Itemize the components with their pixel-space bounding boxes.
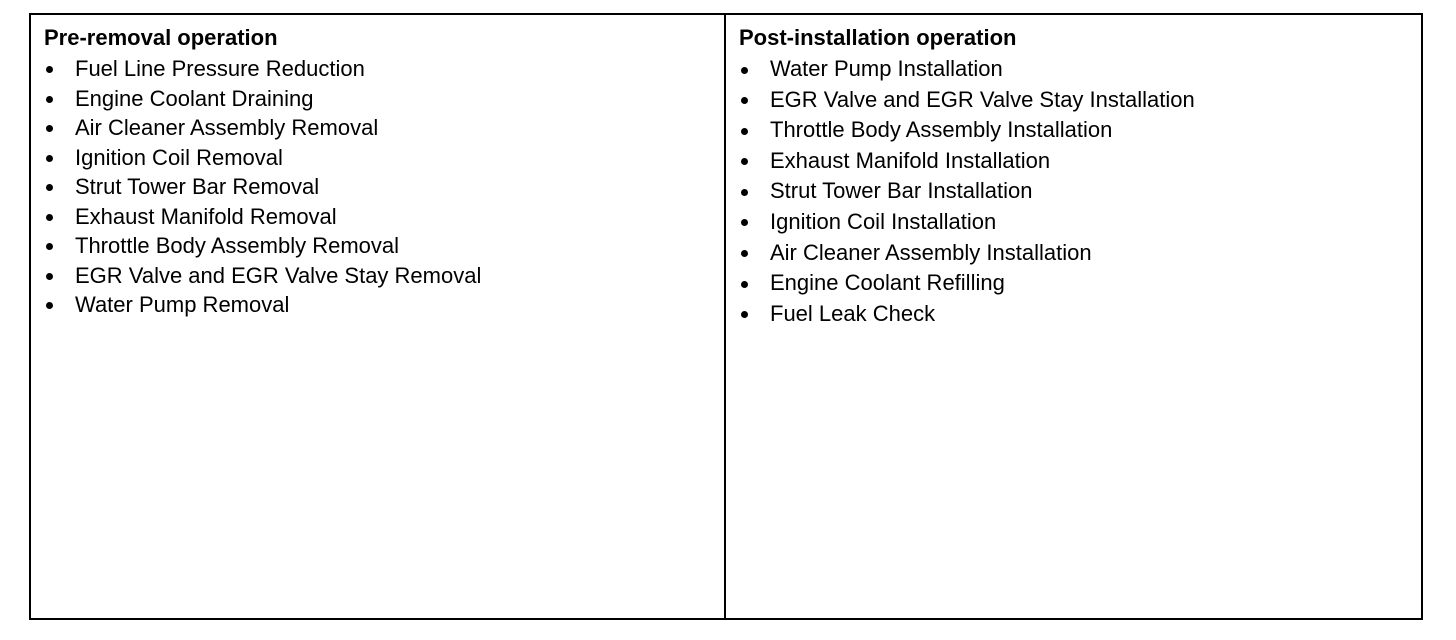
list-item-label: Throttle Body Assembly Installation: [770, 117, 1113, 143]
list-item-label: Fuel Leak Check: [770, 300, 936, 326]
list-item: [44, 143, 712, 173]
pre-removal-title: Pre-removal operation: [44, 25, 278, 50]
post-installation-column: [726, 15, 1421, 618]
list-item: [739, 54, 1409, 85]
list-item: [44, 231, 712, 261]
bullet-icon: [741, 250, 748, 257]
list-item-label: Air Cleaner Assembly Installation: [770, 239, 1092, 265]
list-item-label: Fuel Line Pressure Reduction: [75, 56, 365, 81]
bullet-icon: [46, 155, 53, 162]
list-item-label: Exhaust Manifold Removal: [75, 203, 337, 229]
list-item: [739, 299, 1409, 330]
list-item-label: Engine Coolant Draining: [75, 85, 314, 111]
list-item: [44, 54, 712, 84]
list-item: [44, 261, 712, 291]
list-item-label: EGR Valve and EGR Valve Stay Installation: [770, 86, 1195, 112]
list-item: [44, 202, 712, 232]
bullet-icon: [46, 66, 53, 73]
list-item: [739, 238, 1409, 269]
pre-removal-column: [31, 15, 726, 618]
list-item-label: Air Cleaner Assembly Removal: [75, 115, 379, 140]
bullet-icon: [741, 158, 748, 165]
list-item: [44, 172, 712, 202]
list-item-label: Water Pump Installation: [770, 56, 1003, 81]
bullet-icon: [741, 281, 748, 288]
bullet-icon: [46, 125, 53, 132]
list-item: [44, 84, 712, 114]
list-item: [739, 176, 1409, 207]
list-item: [739, 268, 1409, 299]
bullet-icon: [46, 96, 53, 103]
bullet-icon: [741, 97, 748, 104]
pre-removal-list: [44, 54, 712, 320]
list-item: [739, 85, 1409, 116]
bullet-icon: [46, 214, 53, 221]
list-item-label: Ignition Coil Installation: [770, 208, 997, 234]
bullet-icon: [741, 67, 748, 74]
list-item: [44, 290, 712, 320]
list-item-label: Strut Tower Bar Installation: [770, 178, 1033, 204]
list-item: [739, 115, 1409, 146]
list-item-label: Throttle Body Assembly Removal: [75, 233, 400, 258]
list-item: [739, 146, 1409, 177]
list-item-label: EGR Valve and EGR Valve Stay Removal: [75, 262, 482, 288]
bullet-icon: [741, 128, 748, 135]
post-installation-list: [739, 54, 1409, 329]
bullet-icon: [741, 189, 748, 196]
bullet-icon: [741, 219, 748, 226]
list-item-label: Strut Tower Bar Removal: [75, 174, 320, 199]
operations-table: [29, 13, 1423, 620]
list-item: [44, 113, 712, 143]
list-item-label: Ignition Coil Removal: [75, 144, 283, 170]
bullet-icon: [46, 184, 53, 191]
bullet-icon: [46, 243, 53, 250]
list-item-label: Engine Coolant Refilling: [770, 270, 1005, 296]
bullet-icon: [46, 302, 53, 309]
post-installation-title: Post-installation operation: [739, 25, 1017, 50]
bullet-icon: [741, 311, 748, 318]
bullet-icon: [46, 273, 53, 280]
list-item-label: Exhaust Manifold Installation: [770, 147, 1051, 173]
list-item: [739, 207, 1409, 238]
list-item-label: Water Pump Removal: [75, 292, 290, 317]
